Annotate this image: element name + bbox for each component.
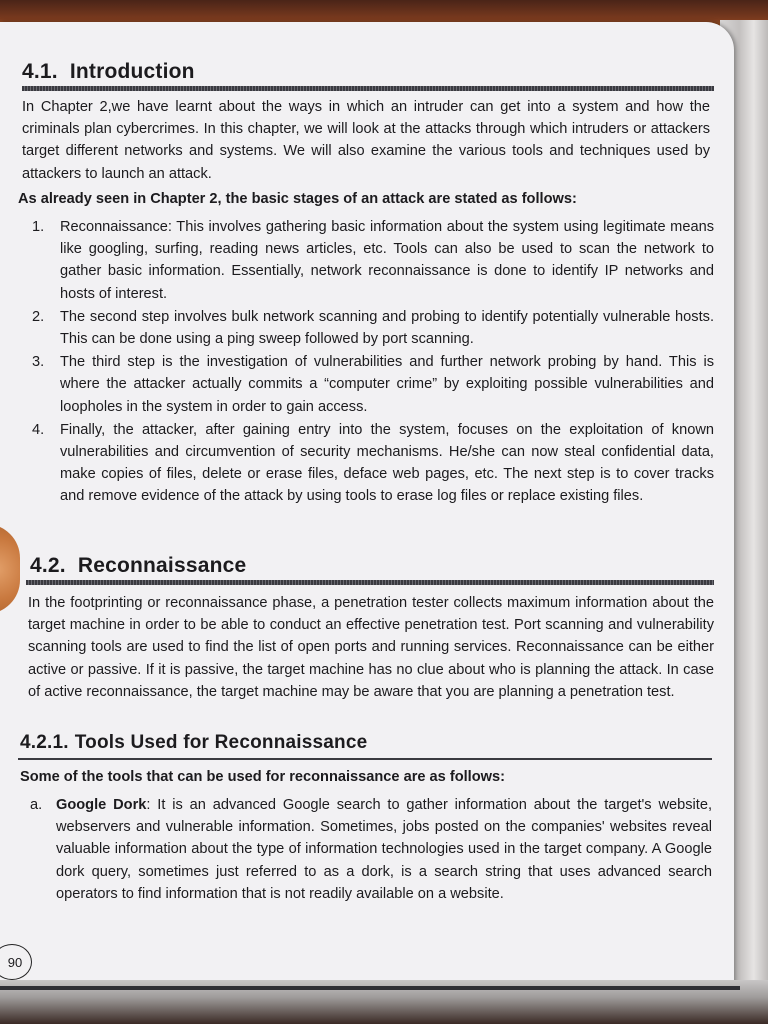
intro-paragraph: In Chapter 2,we have learnt about the ways in which an intruder can get into a system and how the criminals plan cybercrimes. In this chapter, we will look at the attacks through which intruders or attackers target different networks and systems. We will also examine the various tools and techniques used by attackers to launch an attack. <box>22 99 710 182</box>
list-item <box>32 216 714 305</box>
list-item <box>32 306 714 350</box>
list-marker: 4. <box>32 421 45 438</box>
stages-lead: As already seen in Chapter 2, the basic stages of an attack are stated as follows: <box>18 191 577 207</box>
list-item <box>30 794 712 905</box>
subsection-rule <box>18 758 712 760</box>
subsection-number: 4.2.1. <box>20 732 69 753</box>
section-rule <box>26 580 714 585</box>
page-number: 90 <box>0 944 32 980</box>
section-title: Introduction <box>69 60 195 83</box>
tools-lead: Some of the tools that can be used for reconnaissance are as follows: <box>20 769 505 785</box>
book-page <box>0 22 734 997</box>
list-marker: a. <box>30 797 43 813</box>
list-marker: 2. <box>32 308 45 325</box>
subsection-heading-tools <box>20 732 367 754</box>
list-item-text: The third step is the investigation of vulnerabilities and further network probing by hand. This is where the attacker actually commits a “computer crime” by exploiting possible vulnerabilities and loopholes in the system in order to gain access. <box>60 354 714 415</box>
tools-list <box>30 794 712 906</box>
section-number: 4.2. <box>30 554 66 577</box>
recon-paragraph: In the footprinting or reconnaissance phase, a penetration tester collects maximum information about the target machine in order to be able to conduct an effective penetration test. Port scanning and vulnerability scanning tools are used to find the list of open ports and running services. Reconnaissance can be either active or passive. If it is passive, the target machine has no clue about who is planning the attack. In case of active reconnaissance, the target machine may be aware that you are planning a penetration test. <box>28 595 714 700</box>
section-rule <box>22 86 714 91</box>
stages-list <box>32 216 714 509</box>
section-number: 4.1. <box>22 60 58 83</box>
footer-rule <box>0 986 740 990</box>
section-title: Reconnaissance <box>77 554 247 577</box>
page-content <box>0 22 734 997</box>
section-heading-reconnaissance <box>30 554 246 578</box>
tool-name: Google Dork <box>56 797 147 813</box>
list-item-text: Reconnaissance: This involves gathering basic information about the system using legitimate means like googling, surfing, reading news articles, etc. Tools can also be used to scan the network to gather basic information. Essentially, network reconnaissance is done to identify IP networks and hosts of interest. <box>60 219 714 302</box>
list-item-text: The second step involves bulk network scanning and probing to identify potentially vulnerable hosts. This can be done using a ping sweep followed by port scanning. <box>60 308 714 348</box>
list-marker: 1. <box>32 219 45 235</box>
section-heading-introduction <box>22 60 195 84</box>
list-item <box>32 419 714 508</box>
list-item-text: : It is an advanced Google search to gather information about the target's website, webservers and vulnerable information. Sometimes, jobs posted on the companies' websites reveal valuable information about the type of information technologies used in the target company. A Google dork query, sometimes just referred to as a dork, is a search string that uses advanced search operators to find information that is not readily available on a website. <box>56 797 712 902</box>
list-item-text: Finally, the attacker, after gaining entry into the system, focuses on the exploitation of known vulnerabilities and circumvention of security mechanisms. He/she can now steal confidential data, make copies of files, delete or erase files, deface web pages, etc. The next step is to cover tracks and remove evidence of the attack by using tools to erase log files or replace existing files. <box>60 421 714 505</box>
list-item <box>32 351 714 418</box>
subsection-title: Tools Used for Reconnaissance <box>74 732 368 753</box>
list-marker: 3. <box>32 354 45 371</box>
